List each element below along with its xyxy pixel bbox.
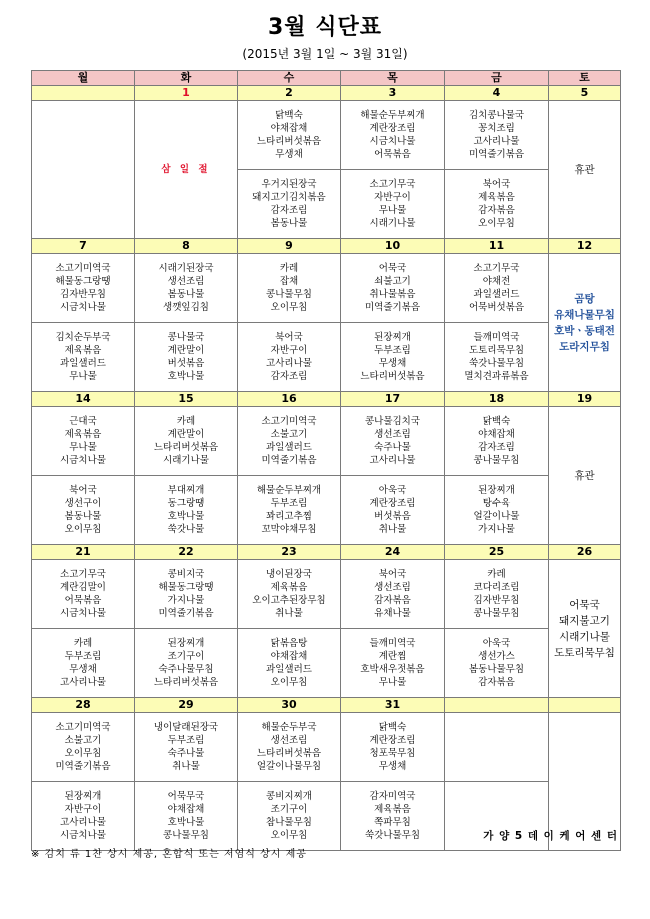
menu-item: 생선조림 <box>167 275 205 287</box>
lunch-cell <box>445 407 549 476</box>
menu-item: 근대국 <box>69 415 97 427</box>
menu-item: 북어국 <box>69 484 97 496</box>
menu-item: 아욱국 <box>378 484 407 496</box>
menu-item: 닭볶음탕 <box>270 637 308 649</box>
menu-item: 고사리나물 <box>473 136 520 147</box>
menu-item: 두부조림 <box>167 734 205 746</box>
menu-item: 휴관 <box>574 469 595 482</box>
menu-item: 참나물무침 <box>266 817 312 828</box>
menu-item: 무생채 <box>275 149 303 161</box>
lunch-cell <box>135 254 238 323</box>
menu-item: 제육볶음 <box>478 191 515 203</box>
menu-item: 김치콩나물국 <box>468 109 525 121</box>
menu-item: 야채잡채 <box>270 122 308 134</box>
menu-item: 제육볶음 <box>270 581 308 593</box>
menu-item: 숙주나물무침 <box>158 664 214 675</box>
menu-item: 가지나물 <box>167 595 205 606</box>
menu-item: 시래기나물 <box>369 218 416 230</box>
menu-item: 청포묵무침 <box>369 748 416 759</box>
dinner-row <box>32 629 621 698</box>
menu-item: 코다리조림 <box>473 581 520 593</box>
menu-item: 카레 <box>487 568 506 580</box>
weekday-sat: 토 <box>549 71 621 86</box>
menu-item: 된장찌개 <box>478 484 515 496</box>
menu-item: 얼갈이나물무침 <box>256 761 322 773</box>
menu-item: 숙주나물 <box>167 748 205 759</box>
menu-item: 소고기미역국 <box>55 721 111 733</box>
menu-item: 감자볶음 <box>478 205 515 216</box>
date-cell: 19 <box>549 392 621 407</box>
menu-item: 시금치나물 <box>60 830 106 842</box>
date-cell <box>549 698 621 713</box>
saturday-cell <box>549 101 621 239</box>
weekday-thu: 목 <box>341 71 445 86</box>
date-row <box>32 86 621 101</box>
menu-item: 생선구이 <box>64 497 102 509</box>
dinner-cell <box>341 782 445 851</box>
lunch-cell <box>445 713 549 782</box>
lunch-cell <box>135 560 238 629</box>
saturday-cell <box>549 560 621 698</box>
menu-item: 무생채 <box>378 761 407 773</box>
dinner-row <box>32 476 621 545</box>
lunch-row <box>32 407 621 476</box>
menu-item: 꽈리고추찜 <box>266 511 312 522</box>
dinner-cell <box>32 782 135 851</box>
menu-item: 자반구이 <box>270 344 308 356</box>
menu-item: 버섯볶음 <box>167 358 205 369</box>
date-cell: 31 <box>341 698 445 713</box>
menu-item: 들깨미역국 <box>473 331 520 343</box>
menu-item: 미역줄기볶음 <box>55 761 111 773</box>
menu-item: 계란장조림 <box>369 122 416 134</box>
menu-item: 시래기된장국 <box>158 262 214 274</box>
menu-item: 느타리버섯볶음 <box>153 677 219 689</box>
date-cell: 3 <box>341 86 445 101</box>
menu-item: 감자볶음 <box>374 595 411 606</box>
menu-item: 해물순두부찌개 <box>256 484 322 496</box>
empty-cell <box>32 101 135 239</box>
menu-item: 감자볶음 <box>478 677 515 689</box>
menu-item: 봄동나물무침 <box>468 664 525 675</box>
menu-item: 카레 <box>279 262 299 274</box>
menu-item: 무나물 <box>378 677 407 689</box>
menu-item: 과일샐러드 <box>473 289 520 300</box>
menu-item: 취나물 <box>378 524 407 536</box>
menu-item: 콩나물무침 <box>473 455 520 467</box>
menu-item: 무생채 <box>378 358 407 369</box>
menu-item: 닭백숙 <box>378 721 407 733</box>
lunch-cell <box>445 101 549 170</box>
saturday-cell <box>549 254 621 392</box>
menu-item: 소고기무국 <box>369 178 416 190</box>
lunch-row <box>32 560 621 629</box>
menu-item: 호박나물 <box>167 511 205 522</box>
menu-item: 호박ㆍ동태전 <box>554 324 615 337</box>
dinner-row <box>32 323 621 392</box>
date-cell: 25 <box>445 545 549 560</box>
menu-item: 탕수육 <box>482 497 511 509</box>
date-cell: 21 <box>32 545 135 560</box>
menu-item: 콩나물무침 <box>163 830 209 842</box>
menu-item: 도라지무침 <box>559 340 610 353</box>
menu-item: 제육볶음 <box>374 803 411 815</box>
menu-item: 냉이달래된장국 <box>153 721 219 733</box>
holiday-cell <box>135 101 238 239</box>
page-title: 3월 식단표 <box>268 15 382 40</box>
menu-item: 느타리버섯볶음 <box>256 748 322 759</box>
menu-item: 느타리버섯볶음 <box>360 371 425 383</box>
menu-item: 취나물볶음 <box>369 289 416 300</box>
date-cell: 17 <box>341 392 445 407</box>
date-cell: 29 <box>135 698 238 713</box>
menu-item: 어묵버섯볶음 <box>468 302 525 314</box>
menu-item: 멸치견과류볶음 <box>464 371 529 383</box>
menu-item: 소고기무국 <box>473 262 520 274</box>
menu-item: 생깻잎김침 <box>163 302 209 314</box>
lunch-cell <box>341 407 445 476</box>
dinner-cell <box>445 476 549 545</box>
menu-item: 동그랑땡 <box>167 497 205 509</box>
date-cell: 23 <box>238 545 341 560</box>
menu-item: 오이무침 <box>64 524 102 536</box>
menu-item: 미역줄기볶음 <box>261 455 317 467</box>
menu-item: 유채나물 <box>374 608 411 620</box>
dinner-cell <box>32 629 135 698</box>
menu-item: 생선조림 <box>270 734 308 746</box>
date-row <box>32 698 621 713</box>
dinner-cell <box>238 476 341 545</box>
date-cell: 16 <box>238 392 341 407</box>
date-cell: 10 <box>341 239 445 254</box>
menu-item: 호박나물 <box>167 817 205 828</box>
date-cell <box>32 86 135 101</box>
menu-item: 감자조림 <box>478 442 515 453</box>
date-cell: 1 <box>135 86 238 101</box>
menu-item: 콩비지국 <box>167 568 205 580</box>
date-cell: 18 <box>445 392 549 407</box>
menu-item: 가지나물 <box>478 524 515 536</box>
menu-item: 감자조림 <box>270 371 308 383</box>
menu-item: 계란김말이 <box>60 581 106 593</box>
menu-item: 시래기나물 <box>559 630 610 643</box>
lunch-cell <box>32 407 135 476</box>
dinner-cell <box>135 323 238 392</box>
menu-item: 아욱국 <box>482 637 511 649</box>
lunch-cell <box>238 713 341 782</box>
date-row <box>32 545 621 560</box>
menu-item: 느타리버섯볶음 <box>153 442 219 453</box>
menu-item: 느타리버섯볶음 <box>256 136 322 147</box>
date-cell: 28 <box>32 698 135 713</box>
dinner-cell <box>341 170 445 239</box>
menu-item: 미역줄기볶음 <box>364 302 421 314</box>
menu-item: 야채전 <box>482 275 511 287</box>
menu-item: 자반구이 <box>64 803 102 815</box>
date-cell: 4 <box>445 86 549 101</box>
menu-item: 야채잡채 <box>167 803 205 815</box>
weekday-mon: 월 <box>32 71 135 86</box>
menu-item: 봄동나물 <box>167 289 205 300</box>
menu-item: 콩비지찌개 <box>266 790 312 802</box>
menu-item: 어묵국 <box>378 262 407 274</box>
menu-item: 카레 <box>176 415 196 427</box>
lunch-cell <box>32 254 135 323</box>
menu-item: 오이무침 <box>478 218 515 230</box>
menu-item: 시금치나물 <box>369 136 416 147</box>
meal-plan-table <box>31 70 621 851</box>
weekday-header-row <box>32 71 621 86</box>
menu-item: 생선조림 <box>374 581 411 593</box>
menu-item: 취나물 <box>275 608 303 620</box>
menu-item: 잡채 <box>279 275 299 287</box>
menu-item: 고사리나물 <box>60 817 106 828</box>
lunch-cell <box>238 254 341 323</box>
menu-item: 소고기미역국 <box>55 262 111 274</box>
menu-item: 호박새우젓볶음 <box>360 664 425 675</box>
dinner-cell <box>238 629 341 698</box>
lunch-cell <box>135 407 238 476</box>
saturday-cell <box>549 407 621 545</box>
date-row <box>32 239 621 254</box>
menu-item: 닭백숙 <box>275 109 303 121</box>
date-row <box>32 392 621 407</box>
date-cell: 30 <box>238 698 341 713</box>
center-name: 가 양 5 데 이 케 어 센 터 <box>483 830 618 842</box>
menu-item: 도토리묵무침 <box>468 344 525 356</box>
menu-item: 냉이된장국 <box>266 568 312 580</box>
menu-item: 자반구이 <box>374 191 411 203</box>
menu-item: 된장찌개 <box>64 790 102 802</box>
menu-item: 오이고추된장무침 <box>252 595 326 606</box>
dinner-cell <box>238 170 341 239</box>
menu-item: 조기구이 <box>270 803 308 815</box>
menu-item: 도토리묵무침 <box>554 646 615 659</box>
dinner-cell <box>445 629 549 698</box>
lunch-row <box>32 254 621 323</box>
menu-item: 오이무침 <box>64 748 102 759</box>
menu-item: 꽁치조림 <box>478 122 515 134</box>
menu-item: 생선가스 <box>478 650 515 662</box>
date-cell <box>445 698 549 713</box>
dinner-cell <box>445 323 549 392</box>
menu-item: 계란장조림 <box>369 497 416 509</box>
menu-item: 계란말이 <box>167 344 205 356</box>
menu-item: 해물동그랑땡 <box>158 581 214 593</box>
menu-item: 쑥갓나물무침 <box>364 830 421 842</box>
menu-item: 곰탕 <box>574 292 595 305</box>
period-subtitle: (2015년 3월 1일 ~ 3월 31일) <box>242 47 408 61</box>
menu-item: 고사리나물 <box>266 358 312 369</box>
menu-item: 숙주나물 <box>374 442 411 453</box>
menu-item: 휴관 <box>574 163 595 176</box>
menu-item: 오이무침 <box>270 302 308 314</box>
menu-item: 감자조림 <box>270 205 308 216</box>
menu-item: 해물순두부찌개 <box>360 109 425 121</box>
dinner-cell <box>32 323 135 392</box>
date-cell: 14 <box>32 392 135 407</box>
menu-item: 돼지고기김치볶음 <box>252 191 326 203</box>
lunch-cell <box>238 101 341 170</box>
menu-item: 과일샐러드 <box>266 664 312 675</box>
menu-item: 무나물 <box>378 205 407 216</box>
menu-item: 카레 <box>73 637 93 649</box>
menu-item: 생선조림 <box>374 428 411 440</box>
menu-item: 호박나물 <box>167 371 205 383</box>
date-cell: 11 <box>445 239 549 254</box>
menu-item: 봄동나물 <box>64 511 102 522</box>
dinner-cell <box>135 629 238 698</box>
menu-item: 고사리나물 <box>369 455 416 467</box>
date-cell: 5 <box>549 86 621 101</box>
menu-item: 시금치나물 <box>60 302 106 314</box>
menu-item: 해물순두부국 <box>261 721 317 733</box>
menu-item: 조기구이 <box>167 650 205 662</box>
lunch-cell <box>32 560 135 629</box>
menu-item: 과일샐러드 <box>266 442 312 453</box>
menu-item: 부대찌개 <box>167 484 205 496</box>
lunch-cell <box>341 101 445 170</box>
menu-item: 유채나물무침 <box>554 308 615 321</box>
dinner-cell <box>238 323 341 392</box>
menu-item: 고사리나물 <box>60 677 106 689</box>
dinner-cell <box>135 476 238 545</box>
menu-item: 콩나물김치국 <box>364 415 421 427</box>
menu-item: 무생채 <box>69 664 97 675</box>
date-cell: 24 <box>341 545 445 560</box>
lunch-row <box>32 101 621 170</box>
menu-item: 두부조림 <box>270 497 308 509</box>
dinner-cell <box>135 782 238 851</box>
weekday-wed: 수 <box>238 71 341 86</box>
menu-item: 봄동나물 <box>270 218 308 230</box>
menu-item: 시래기나물 <box>163 455 209 467</box>
menu-item: 어묵볶음 <box>64 595 102 606</box>
menu-item: 콩나물국 <box>167 331 205 343</box>
menu-item: 제육볶음 <box>64 428 102 440</box>
menu-item: 두부조림 <box>374 344 411 356</box>
menu-item: 꼬막야채무침 <box>261 524 317 536</box>
menu-item: 들깨미역국 <box>369 637 416 649</box>
menu-item: 돼지불고기 <box>559 614 610 627</box>
menu-item: 어묵국 <box>569 598 600 611</box>
menu-item: 무나물 <box>69 442 97 453</box>
menu-item: 김자반무침 <box>60 289 106 300</box>
menu-item: 콩나물무침 <box>473 608 520 620</box>
menu-item: 계란장조림 <box>369 734 416 746</box>
dinner-cell <box>341 476 445 545</box>
menu-item: 쪽파무침 <box>374 817 411 828</box>
lunch-cell <box>238 560 341 629</box>
menu-item: 야채잡채 <box>478 428 515 440</box>
date-cell: 7 <box>32 239 135 254</box>
menu-item: 소고기무국 <box>60 568 106 580</box>
menu-item: 쇠불고기 <box>374 275 411 287</box>
menu-item: 북어국 <box>482 178 511 190</box>
menu-item: 취나물 <box>172 761 200 773</box>
lunch-cell <box>341 560 445 629</box>
date-cell: 12 <box>549 239 621 254</box>
menu-item: 미역줄기볶음 <box>468 149 525 161</box>
menu-item: 계란말이 <box>167 428 205 440</box>
menu-item: 감자미역국 <box>369 790 416 802</box>
date-cell: 2 <box>238 86 341 101</box>
menu-item: 김치순두부국 <box>55 331 111 343</box>
menu-item: 된장찌개 <box>167 637 205 649</box>
menu-item: 북어국 <box>275 331 303 343</box>
lunch-cell <box>341 254 445 323</box>
menu-item: 삼 일 절 <box>161 163 211 175</box>
lunch-cell <box>445 254 549 323</box>
menu-item: 어묵볶음 <box>374 149 411 161</box>
menu-item: 쑥갓나물 <box>167 524 205 536</box>
menu-item: 콩나물무침 <box>266 289 312 300</box>
menu-item: 소불고기 <box>270 428 308 440</box>
lunch-cell <box>445 560 549 629</box>
menu-item: 어묵무국 <box>167 790 205 802</box>
menu-item: 된장찌개 <box>374 331 411 343</box>
menu-item: 소고기미역국 <box>261 415 317 427</box>
menu-item: 무나물 <box>69 371 97 383</box>
footnote: ※ 김치 류 1찬 상시 제공, 혼합식 또는 저염식 상시 제공 <box>31 849 307 860</box>
menu-item: 닭백숙 <box>482 415 511 427</box>
lunch-cell <box>32 713 135 782</box>
menu-item: 제육볶음 <box>64 344 102 356</box>
lunch-cell <box>341 713 445 782</box>
menu-item: 우거지된장국 <box>261 178 317 190</box>
menu-item: 야채잡채 <box>270 650 308 662</box>
menu-item: 시금치나물 <box>60 608 106 620</box>
menu-item: 쑥갓나물무침 <box>468 358 525 369</box>
menu-item: 소불고기 <box>64 734 102 746</box>
weekday-tue: 화 <box>135 71 238 86</box>
menu-item: 시금치나물 <box>60 455 106 467</box>
dinner-cell <box>445 170 549 239</box>
menu-item: 오이무침 <box>270 830 308 842</box>
lunch-row <box>32 713 621 782</box>
date-cell: 8 <box>135 239 238 254</box>
menu-item: 해물동그랑땡 <box>55 275 111 287</box>
menu-item: 과일샐러드 <box>60 358 106 369</box>
menu-item: 두부조림 <box>64 650 102 662</box>
date-cell: 22 <box>135 545 238 560</box>
menu-item: 미역줄기볶음 <box>158 608 214 620</box>
dinner-cell <box>341 629 445 698</box>
date-cell: 15 <box>135 392 238 407</box>
lunch-cell <box>238 407 341 476</box>
lunch-cell <box>135 713 238 782</box>
date-cell: 26 <box>549 545 621 560</box>
weekday-fri: 금 <box>445 71 549 86</box>
date-cell: 9 <box>238 239 341 254</box>
dinner-cell <box>32 476 135 545</box>
menu-item: 얼갈이나물 <box>473 511 520 522</box>
menu-item: 계란찜 <box>378 650 407 662</box>
dinner-cell <box>341 323 445 392</box>
menu-item: 오이무침 <box>270 677 308 689</box>
dinner-cell <box>238 782 341 851</box>
menu-item: 버섯볶음 <box>374 511 411 522</box>
menu-item: 김자반무침 <box>473 595 520 606</box>
menu-item: 북어국 <box>378 568 407 580</box>
